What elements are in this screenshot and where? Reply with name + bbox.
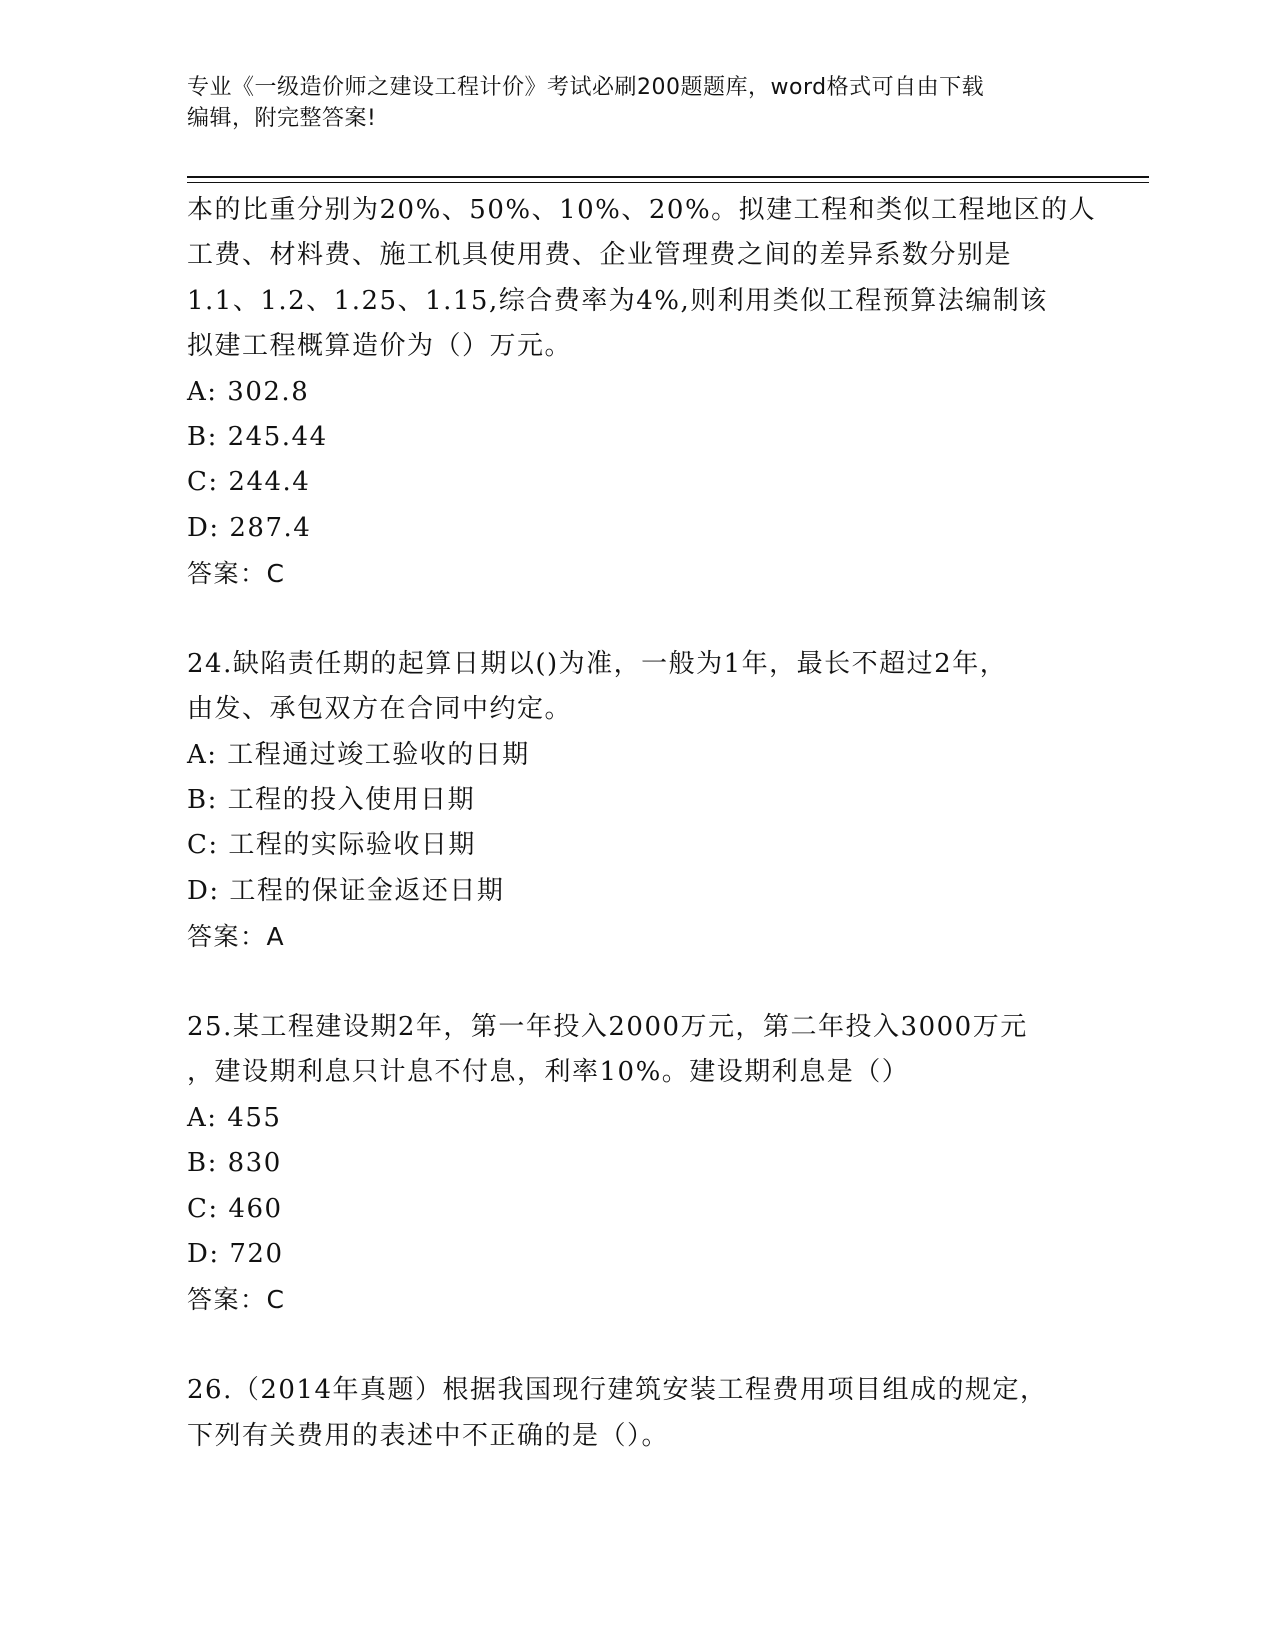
document-header [187,72,1067,134]
option-a: A: 302.8 [187,376,310,407]
answer-line: 答案：C [187,1285,286,1315]
question-stem-line: ，建设期利息只计息不付息，利率10%。建设期利息是（） [187,1057,910,1088]
option-c: C: 460 [187,1193,283,1224]
question-item [187,188,1097,597]
question-stem-line: 下列有关费用的表述中不正确的是（）。 [187,1420,670,1451]
option-d: D: 287.4 [187,512,312,543]
option-c: C: 244.4 [187,467,311,498]
question-item [187,1005,1087,1323]
question-stem-line: 工费、材料费、施工机具使用费、企业管理费之间的差异系数分别是 [187,240,1013,271]
header-line-1: 专业《一级造价师之建设工程计价》考试必刷200题题库，word格式可自由下载 [187,75,985,100]
question-stem-line: 由发、承包双方在合同中约定。 [187,694,573,725]
question-item [187,642,1087,960]
header-divider-thick [187,176,1149,178]
question-list [187,188,1097,1459]
question-stem-line: 26.（2014年真题）根据我国现行建筑安装工程费用项目组成的规定， [187,1375,1048,1406]
option-a: A: 455 [187,1102,282,1133]
option-b: B: 245.44 [187,421,328,452]
option-c: C: 工程的实际验收日期 [187,830,476,861]
question-stem-line: 1.1、1.2、1.25、1.15,综合费率为4%,则利用类似工程预算法编制该 [187,285,1048,316]
option-d: D: 工程的保证金返还日期 [187,875,505,906]
answer-line: 答案：C [187,559,286,589]
option-a: A: 工程通过竣工验收的日期 [187,739,530,770]
question-stem-line: 25.某工程建设期2年，第一年投入2000万元，第二年投入3000万元 [187,1012,1028,1043]
option-b: B: 830 [187,1148,282,1179]
option-d: D: 720 [187,1238,284,1269]
header-line-2: 编辑，附完整答案! [187,106,377,131]
question-stem-line: 拟建工程概算造价为（）万元。 [187,331,573,362]
answer-line: 答案：A [187,922,286,952]
question-stem-line: 24.缺陷责任期的起算日期以()为准，一般为1年，最长不超过2年， [187,648,1008,679]
question-item [187,1368,1087,1459]
option-b: B: 工程的投入使用日期 [187,785,476,816]
header-divider-thin [187,182,1149,183]
question-stem-line: 本的比重分别为20%、50%、10%、20%。拟建工程和类似工程地区的人 [187,195,1097,225]
